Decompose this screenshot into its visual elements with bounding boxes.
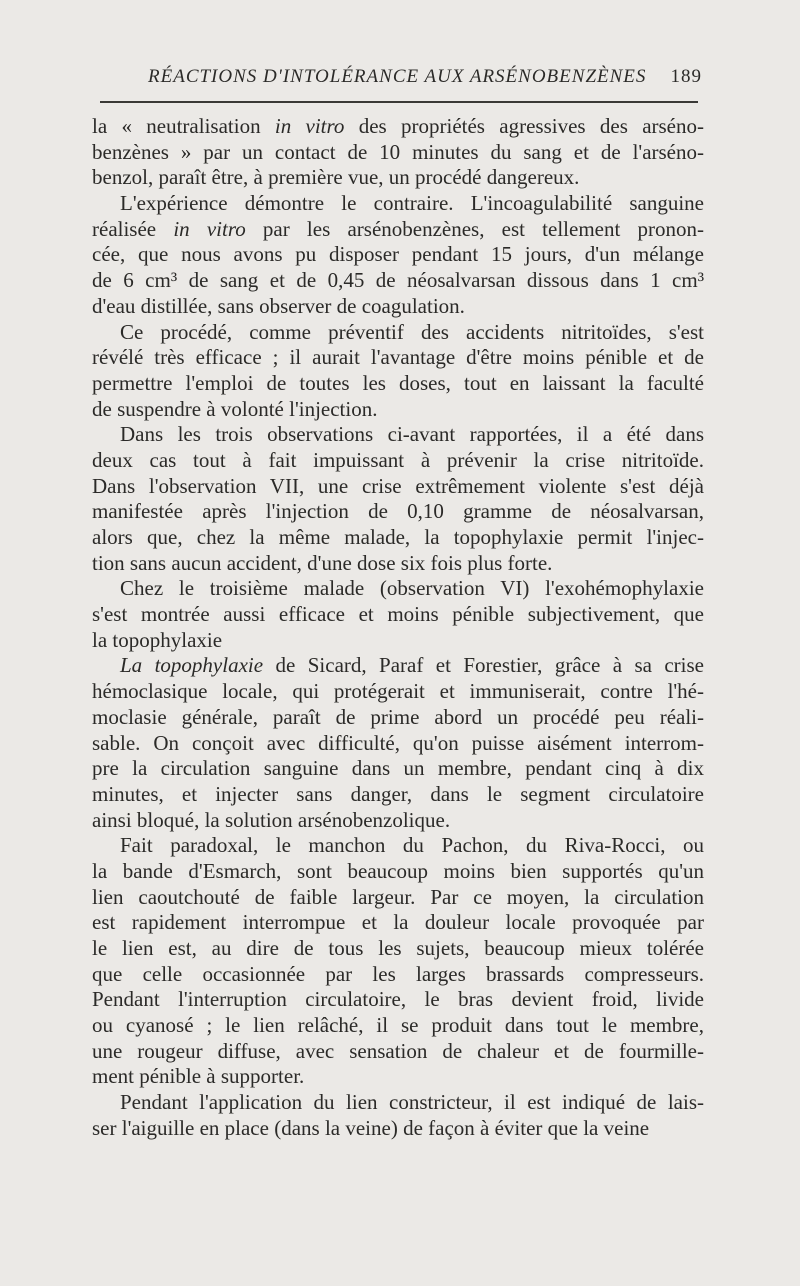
text-line <box>92 397 704 423</box>
text-line <box>92 987 704 1013</box>
text-run: la bande d'Esmarch, sont beaucoup moins bien supportés qu'un <box>92 858 704 883</box>
text-run: d'eau distillée, sans observer de coagulation. <box>92 293 465 318</box>
text-line <box>92 731 704 757</box>
text-run: manifestée après l'injection de 0,10 gramme de néosalvarsan, <box>92 499 704 524</box>
text-line <box>92 1064 704 1090</box>
text-run: Dans l'observation VII, une crise extrêmement violente s'est déjà <box>92 473 704 498</box>
text-line <box>92 474 704 500</box>
book-page <box>92 58 704 1238</box>
text-line <box>92 268 704 294</box>
text-run: pre la circulation sanguine dans un membre, pendant cinq à dix <box>92 756 704 781</box>
text-run: Pendant l'application du lien constricteur, il est indiqué de lais- <box>120 1090 704 1115</box>
paragraph <box>92 1090 704 1141</box>
text-line <box>92 1090 704 1116</box>
text-run: lien caoutchouté de faible largeur. Par ce moyen, la circulation <box>92 884 704 909</box>
text-run: par les arsénobenzènes, est tellement pronon- <box>245 216 704 241</box>
text-line <box>92 140 704 166</box>
text-run: tion sans aucun accident, d'une dose six fois plus forte. <box>92 550 553 575</box>
text-line <box>92 499 704 525</box>
text-run: ou cyanosé ; le lien relâché, il se produit dans tout le membre, <box>92 1013 704 1038</box>
text-line <box>92 1013 704 1039</box>
text-run: deux cas tout à fait impuissant à prévenir la crise nitritoïde. <box>92 447 704 472</box>
body-text <box>92 114 704 1142</box>
text-run: Fait paradoxal, le manchon du Pachon, du Riva-Rocci, ou <box>120 833 704 858</box>
text-run: est rapidement interrompue et la douleur locale provoquée par <box>92 910 704 935</box>
text-run: Ce procédé, comme préventif des accidents nitritoïdes, s'est <box>120 319 704 344</box>
text-run: des propriétés agressives des arséno- <box>344 114 704 138</box>
text-line <box>92 345 704 371</box>
text-line <box>92 242 704 268</box>
text-line <box>92 576 704 602</box>
text-run: ser l'aiguille en place (dans la veine) de façon à éviter que la veine <box>92 1115 650 1140</box>
text-run: la topophylaxie <box>92 627 223 652</box>
text-line <box>92 962 704 988</box>
text-run: le lien est, au dire de tous les sujets, beaucoup mieux tolérée <box>92 936 704 960</box>
text-line <box>92 833 704 859</box>
text-run: Pendant l'interruption circulatoire, le bras devient froid, livide <box>92 987 704 1012</box>
text-line <box>92 1039 704 1065</box>
text-line <box>92 448 704 474</box>
text-line <box>92 628 704 654</box>
text-run: ainsi bloqué, la solution arsénobenzolique. <box>92 807 451 832</box>
text-run: benzol, paraît être, à première vue, un procédé dangereux. <box>92 165 580 190</box>
text-run: moclasie générale, paraît de prime abord un procédé peu réali- <box>92 704 704 729</box>
paragraph <box>92 114 704 191</box>
text-line <box>92 705 704 731</box>
running-header <box>92 58 704 94</box>
text-line <box>92 808 704 834</box>
text-run: cée, que nous avons pu disposer pendant 15 jours, d'un mélange <box>92 242 704 267</box>
text-line <box>92 679 704 705</box>
paragraph <box>92 653 704 833</box>
text-line <box>92 859 704 885</box>
text-run: permettre l'emploi de toutes les doses, tout en laissant la faculté <box>92 370 704 395</box>
text-line <box>92 320 704 346</box>
text-line <box>92 936 704 962</box>
text-run: une rougeur diffuse, avec sensation de chaleur et de fourmille- <box>92 1038 704 1063</box>
text-line <box>92 191 704 217</box>
page-number: 189 <box>670 66 702 87</box>
italic-run: in vitro <box>173 216 246 241</box>
text-run: s'est montrée aussi efficace et moins pénible subjectivement, que <box>92 602 704 627</box>
text-line <box>92 910 704 936</box>
text-run: de Sicard, Paraf et Forestier, grâce à sa crise <box>263 653 704 678</box>
text-line <box>92 653 704 679</box>
paragraph <box>92 422 704 576</box>
paragraph <box>92 191 704 319</box>
italic-run: in vitro <box>274 114 345 138</box>
text-run: Chez le troisième malade (observation VI) l'exohémophylaxie <box>120 576 704 601</box>
text-run: de 6 cm³ de sang et de 0,45 de néosalvarsan dissous dans 1 cm³ <box>92 268 704 293</box>
text-run: hémoclasique locale, qui protégerait et immuniserait, contre l'hé- <box>92 679 704 704</box>
text-line <box>92 217 704 243</box>
text-line <box>92 371 704 397</box>
header-rule <box>100 101 698 103</box>
paragraph <box>92 576 704 653</box>
text-run: de suspendre à volonté l'injection. <box>92 396 378 421</box>
text-line <box>92 422 704 448</box>
text-line <box>92 1116 704 1142</box>
text-line <box>92 551 704 577</box>
paragraph <box>92 833 704 1090</box>
text-run: sable. On conçoit avec difficulté, qu'on puisse aisément interrom- <box>92 730 704 755</box>
text-run: benzènes » par un contact de 10 minutes du sang et de l'arséno- <box>92 139 704 164</box>
text-line <box>92 165 704 191</box>
text-line <box>92 525 704 551</box>
text-line <box>92 885 704 911</box>
text-run: minutes, et injecter sans danger, dans le segment circulatoire <box>92 781 704 806</box>
text-line <box>92 602 704 628</box>
paragraph <box>92 320 704 423</box>
text-run: alors que, chez la même malade, la topophylaxie permit l'injec- <box>92 525 704 549</box>
text-line <box>92 756 704 782</box>
text-run: la « neutralisation <box>92 114 275 138</box>
text-run: Dans les trois observations ci-avant rapportées, il a été dans <box>120 422 704 447</box>
text-run: ment pénible à supporter. <box>92 1064 305 1089</box>
text-line <box>92 294 704 320</box>
italic-run: La topophylaxie <box>120 653 264 678</box>
text-line <box>92 114 704 140</box>
text-run: L'expérience démontre le contraire. L'incoagulabilité sanguine <box>120 191 704 216</box>
text-run: révélé très efficace ; il aurait l'avantage d'être moins pénible et de <box>92 345 704 370</box>
running-title: RÉACTIONS D'INTOLÉRANCE AUX ARSÉNOBENZÈNES <box>148 66 647 87</box>
text-line <box>92 782 704 808</box>
text-run: réalisée <box>92 216 174 241</box>
text-run: que celle occasionnée par les larges brassards compresseurs. <box>92 961 704 986</box>
